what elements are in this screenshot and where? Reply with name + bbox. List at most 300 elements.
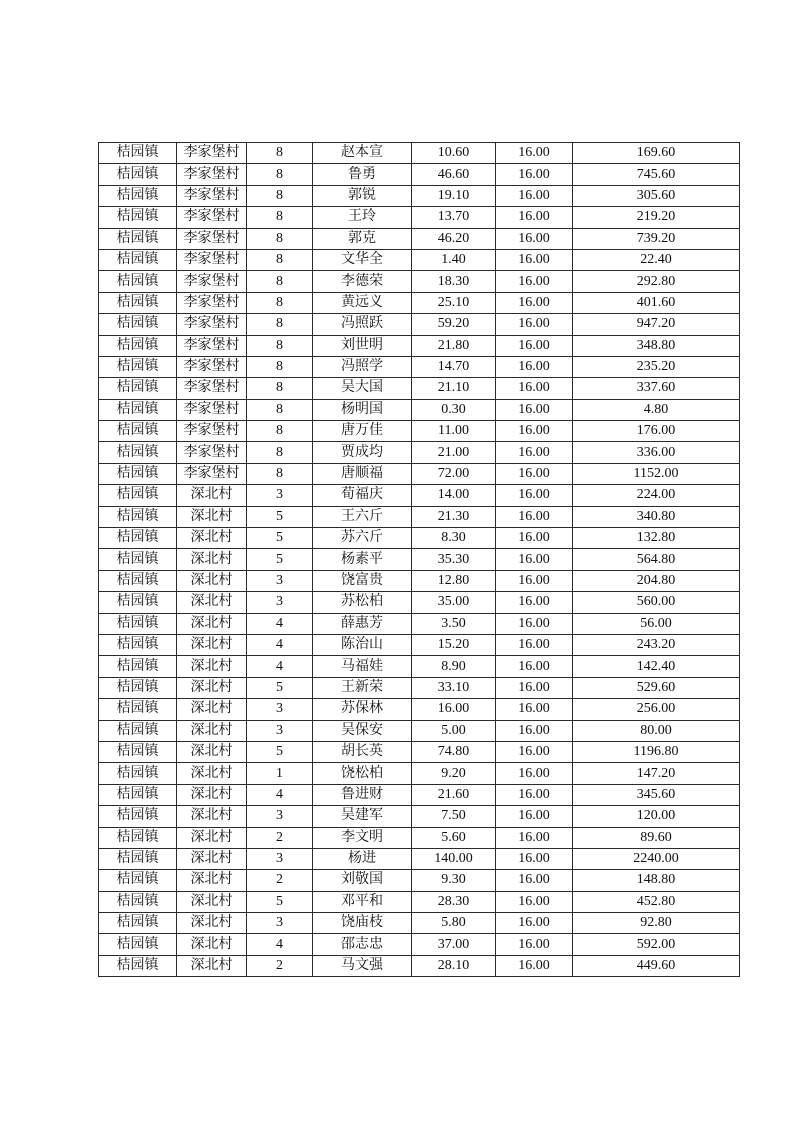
cell-group: 4 bbox=[247, 613, 313, 634]
cell-group: 8 bbox=[247, 185, 313, 206]
cell-town: 桔园镇 bbox=[99, 164, 177, 185]
cell-qty: 21.80 bbox=[412, 335, 496, 356]
cell-price: 16.00 bbox=[496, 699, 573, 720]
cell-village: 深北村 bbox=[177, 741, 247, 762]
cell-town: 桔园镇 bbox=[99, 570, 177, 591]
cell-qty: 19.10 bbox=[412, 185, 496, 206]
table-row bbox=[99, 356, 740, 377]
cell-amount: 169.60 bbox=[573, 143, 740, 164]
cell-name: 邓平和 bbox=[313, 891, 412, 912]
cell-amount: 148.80 bbox=[573, 870, 740, 891]
cell-group: 8 bbox=[247, 421, 313, 442]
cell-price: 16.00 bbox=[496, 955, 573, 976]
cell-price: 16.00 bbox=[496, 506, 573, 527]
cell-price: 16.00 bbox=[496, 442, 573, 463]
cell-amount: 256.00 bbox=[573, 699, 740, 720]
cell-town: 桔园镇 bbox=[99, 934, 177, 955]
cell-qty: 72.00 bbox=[412, 463, 496, 484]
cell-name: 王六斤 bbox=[313, 506, 412, 527]
cell-name: 赵本宣 bbox=[313, 143, 412, 164]
cell-group: 8 bbox=[247, 143, 313, 164]
cell-group: 8 bbox=[247, 292, 313, 313]
cell-price: 16.00 bbox=[496, 356, 573, 377]
cell-town: 桔园镇 bbox=[99, 143, 177, 164]
cell-price: 16.00 bbox=[496, 720, 573, 741]
cell-amount: 345.60 bbox=[573, 784, 740, 805]
cell-price: 16.00 bbox=[496, 570, 573, 591]
cell-qty: 28.10 bbox=[412, 955, 496, 976]
cell-qty: 18.30 bbox=[412, 271, 496, 292]
cell-name: 荀福庆 bbox=[313, 485, 412, 506]
cell-name: 刘世明 bbox=[313, 335, 412, 356]
cell-amount: 219.20 bbox=[573, 207, 740, 228]
table-row bbox=[99, 656, 740, 677]
cell-village: 李家堡村 bbox=[177, 463, 247, 484]
cell-village: 深北村 bbox=[177, 720, 247, 741]
cell-village: 深北村 bbox=[177, 848, 247, 869]
table-row bbox=[99, 784, 740, 805]
cell-group: 5 bbox=[247, 506, 313, 527]
cell-group: 8 bbox=[247, 378, 313, 399]
table-row bbox=[99, 143, 740, 164]
cell-price: 16.00 bbox=[496, 399, 573, 420]
table-row bbox=[99, 292, 740, 313]
cell-group: 5 bbox=[247, 549, 313, 570]
cell-town: 桔园镇 bbox=[99, 720, 177, 741]
cell-group: 8 bbox=[247, 249, 313, 270]
cell-village: 深北村 bbox=[177, 634, 247, 655]
cell-village: 深北村 bbox=[177, 506, 247, 527]
cell-town: 桔园镇 bbox=[99, 399, 177, 420]
table-row bbox=[99, 314, 740, 335]
cell-amount: 305.60 bbox=[573, 185, 740, 206]
table-row bbox=[99, 827, 740, 848]
cell-name: 苏松柏 bbox=[313, 592, 412, 613]
cell-qty: 0.30 bbox=[412, 399, 496, 420]
cell-group: 3 bbox=[247, 720, 313, 741]
cell-town: 桔园镇 bbox=[99, 185, 177, 206]
cell-price: 16.00 bbox=[496, 848, 573, 869]
table-row bbox=[99, 185, 740, 206]
table-row bbox=[99, 335, 740, 356]
cell-amount: 560.00 bbox=[573, 592, 740, 613]
cell-price: 16.00 bbox=[496, 164, 573, 185]
cell-name: 杨明国 bbox=[313, 399, 412, 420]
cell-group: 3 bbox=[247, 913, 313, 934]
cell-group: 5 bbox=[247, 891, 313, 912]
cell-amount: 529.60 bbox=[573, 677, 740, 698]
cell-town: 桔园镇 bbox=[99, 292, 177, 313]
table-row bbox=[99, 549, 740, 570]
cell-price: 16.00 bbox=[496, 143, 573, 164]
cell-name: 刘敬国 bbox=[313, 870, 412, 891]
cell-name: 饶松柏 bbox=[313, 763, 412, 784]
table-row bbox=[99, 806, 740, 827]
table-row bbox=[99, 570, 740, 591]
cell-qty: 74.80 bbox=[412, 741, 496, 762]
cell-amount: 132.80 bbox=[573, 528, 740, 549]
cell-price: 16.00 bbox=[496, 549, 573, 570]
cell-village: 深北村 bbox=[177, 827, 247, 848]
cell-amount: 592.00 bbox=[573, 934, 740, 955]
cell-amount: 336.00 bbox=[573, 442, 740, 463]
cell-group: 8 bbox=[247, 271, 313, 292]
cell-amount: 147.20 bbox=[573, 763, 740, 784]
cell-amount: 4.80 bbox=[573, 399, 740, 420]
cell-amount: 176.00 bbox=[573, 421, 740, 442]
cell-group: 4 bbox=[247, 934, 313, 955]
cell-amount: 89.60 bbox=[573, 827, 740, 848]
cell-price: 16.00 bbox=[496, 592, 573, 613]
cell-town: 桔园镇 bbox=[99, 528, 177, 549]
cell-price: 16.00 bbox=[496, 656, 573, 677]
cell-town: 桔园镇 bbox=[99, 356, 177, 377]
cell-name: 李德荣 bbox=[313, 271, 412, 292]
cell-amount: 449.60 bbox=[573, 955, 740, 976]
cell-amount: 739.20 bbox=[573, 228, 740, 249]
table-row bbox=[99, 249, 740, 270]
cell-name: 杨素平 bbox=[313, 549, 412, 570]
cell-town: 桔园镇 bbox=[99, 848, 177, 869]
table-row bbox=[99, 421, 740, 442]
cell-name: 李文明 bbox=[313, 827, 412, 848]
cell-qty: 9.20 bbox=[412, 763, 496, 784]
cell-town: 桔园镇 bbox=[99, 613, 177, 634]
cell-amount: 947.20 bbox=[573, 314, 740, 335]
cell-village: 李家堡村 bbox=[177, 314, 247, 335]
cell-group: 3 bbox=[247, 592, 313, 613]
cell-town: 桔园镇 bbox=[99, 271, 177, 292]
cell-qty: 21.60 bbox=[412, 784, 496, 805]
cell-price: 16.00 bbox=[496, 870, 573, 891]
table-row bbox=[99, 399, 740, 420]
cell-amount: 401.60 bbox=[573, 292, 740, 313]
cell-name: 王玲 bbox=[313, 207, 412, 228]
cell-price: 16.00 bbox=[496, 613, 573, 634]
cell-village: 李家堡村 bbox=[177, 143, 247, 164]
table-row bbox=[99, 741, 740, 762]
cell-price: 16.00 bbox=[496, 463, 573, 484]
cell-price: 16.00 bbox=[496, 934, 573, 955]
table-row bbox=[99, 164, 740, 185]
cell-village: 深北村 bbox=[177, 806, 247, 827]
cell-village: 深北村 bbox=[177, 763, 247, 784]
cell-price: 16.00 bbox=[496, 784, 573, 805]
cell-name: 胡长英 bbox=[313, 741, 412, 762]
cell-qty: 46.20 bbox=[412, 228, 496, 249]
cell-village: 李家堡村 bbox=[177, 228, 247, 249]
cell-town: 桔园镇 bbox=[99, 699, 177, 720]
cell-name: 鲁进财 bbox=[313, 784, 412, 805]
cell-amount: 348.80 bbox=[573, 335, 740, 356]
table-row bbox=[99, 592, 740, 613]
cell-qty: 11.00 bbox=[412, 421, 496, 442]
cell-qty: 33.10 bbox=[412, 677, 496, 698]
table-row bbox=[99, 228, 740, 249]
cell-price: 16.00 bbox=[496, 271, 573, 292]
cell-town: 桔园镇 bbox=[99, 806, 177, 827]
cell-name: 杨进 bbox=[313, 848, 412, 869]
cell-name: 黄远义 bbox=[313, 292, 412, 313]
cell-town: 桔园镇 bbox=[99, 314, 177, 335]
cell-amount: 745.60 bbox=[573, 164, 740, 185]
cell-amount: 564.80 bbox=[573, 549, 740, 570]
cell-qty: 15.20 bbox=[412, 634, 496, 655]
cell-village: 李家堡村 bbox=[177, 442, 247, 463]
cell-amount: 1196.80 bbox=[573, 741, 740, 762]
cell-qty: 5.80 bbox=[412, 913, 496, 934]
cell-group: 8 bbox=[247, 207, 313, 228]
cell-price: 16.00 bbox=[496, 421, 573, 442]
payment-roster-table bbox=[98, 142, 740, 977]
cell-name: 王新荣 bbox=[313, 677, 412, 698]
cell-price: 16.00 bbox=[496, 763, 573, 784]
cell-town: 桔园镇 bbox=[99, 421, 177, 442]
cell-amount: 80.00 bbox=[573, 720, 740, 741]
cell-group: 8 bbox=[247, 463, 313, 484]
cell-price: 16.00 bbox=[496, 292, 573, 313]
cell-town: 桔园镇 bbox=[99, 485, 177, 506]
cell-name: 唐万佳 bbox=[313, 421, 412, 442]
cell-village: 李家堡村 bbox=[177, 335, 247, 356]
cell-village: 深北村 bbox=[177, 891, 247, 912]
cell-village: 深北村 bbox=[177, 528, 247, 549]
cell-town: 桔园镇 bbox=[99, 249, 177, 270]
cell-amount: 292.80 bbox=[573, 271, 740, 292]
cell-qty: 9.30 bbox=[412, 870, 496, 891]
cell-name: 薛惠芳 bbox=[313, 613, 412, 634]
cell-town: 桔园镇 bbox=[99, 677, 177, 698]
table-row bbox=[99, 463, 740, 484]
cell-price: 16.00 bbox=[496, 335, 573, 356]
cell-name: 鲁勇 bbox=[313, 164, 412, 185]
cell-name: 苏保林 bbox=[313, 699, 412, 720]
cell-group: 8 bbox=[247, 399, 313, 420]
cell-amount: 452.80 bbox=[573, 891, 740, 912]
cell-qty: 1.40 bbox=[412, 249, 496, 270]
cell-price: 16.00 bbox=[496, 806, 573, 827]
cell-group: 8 bbox=[247, 335, 313, 356]
cell-village: 深北村 bbox=[177, 934, 247, 955]
cell-name: 饶庙枝 bbox=[313, 913, 412, 934]
cell-qty: 3.50 bbox=[412, 613, 496, 634]
cell-name: 吴大国 bbox=[313, 378, 412, 399]
cell-price: 16.00 bbox=[496, 741, 573, 762]
cell-amount: 1152.00 bbox=[573, 463, 740, 484]
cell-qty: 21.30 bbox=[412, 506, 496, 527]
cell-name: 陈治山 bbox=[313, 634, 412, 655]
cell-name: 冯照跃 bbox=[313, 314, 412, 335]
cell-town: 桔园镇 bbox=[99, 463, 177, 484]
cell-qty: 28.30 bbox=[412, 891, 496, 912]
cell-village: 深北村 bbox=[177, 549, 247, 570]
cell-amount: 142.40 bbox=[573, 656, 740, 677]
cell-group: 2 bbox=[247, 827, 313, 848]
cell-name: 吴建军 bbox=[313, 806, 412, 827]
cell-group: 3 bbox=[247, 699, 313, 720]
table-row bbox=[99, 613, 740, 634]
cell-village: 深北村 bbox=[177, 570, 247, 591]
cell-group: 2 bbox=[247, 955, 313, 976]
cell-town: 桔园镇 bbox=[99, 827, 177, 848]
cell-price: 16.00 bbox=[496, 378, 573, 399]
cell-name: 唐顺福 bbox=[313, 463, 412, 484]
cell-qty: 12.80 bbox=[412, 570, 496, 591]
cell-name: 饶富贵 bbox=[313, 570, 412, 591]
cell-town: 桔园镇 bbox=[99, 442, 177, 463]
cell-name: 吴保安 bbox=[313, 720, 412, 741]
cell-group: 3 bbox=[247, 806, 313, 827]
cell-amount: 120.00 bbox=[573, 806, 740, 827]
table-body bbox=[99, 143, 740, 977]
cell-group: 3 bbox=[247, 485, 313, 506]
cell-group: 8 bbox=[247, 228, 313, 249]
cell-price: 16.00 bbox=[496, 207, 573, 228]
cell-town: 桔园镇 bbox=[99, 784, 177, 805]
cell-amount: 204.80 bbox=[573, 570, 740, 591]
cell-name: 贾成均 bbox=[313, 442, 412, 463]
cell-price: 16.00 bbox=[496, 891, 573, 912]
cell-name: 郭克 bbox=[313, 228, 412, 249]
cell-amount: 2240.00 bbox=[573, 848, 740, 869]
cell-name: 马文强 bbox=[313, 955, 412, 976]
cell-group: 8 bbox=[247, 314, 313, 335]
table-row bbox=[99, 848, 740, 869]
cell-amount: 224.00 bbox=[573, 485, 740, 506]
cell-town: 桔园镇 bbox=[99, 378, 177, 399]
cell-qty: 8.30 bbox=[412, 528, 496, 549]
cell-qty: 10.60 bbox=[412, 143, 496, 164]
cell-price: 16.00 bbox=[496, 228, 573, 249]
cell-town: 桔园镇 bbox=[99, 870, 177, 891]
cell-village: 李家堡村 bbox=[177, 164, 247, 185]
cell-town: 桔园镇 bbox=[99, 634, 177, 655]
cell-group: 8 bbox=[247, 442, 313, 463]
table-row bbox=[99, 677, 740, 698]
cell-village: 深北村 bbox=[177, 485, 247, 506]
cell-qty: 25.10 bbox=[412, 292, 496, 313]
cell-town: 桔园镇 bbox=[99, 592, 177, 613]
cell-amount: 340.80 bbox=[573, 506, 740, 527]
cell-amount: 22.40 bbox=[573, 249, 740, 270]
table-row bbox=[99, 870, 740, 891]
cell-group: 4 bbox=[247, 784, 313, 805]
cell-qty: 21.00 bbox=[412, 442, 496, 463]
cell-price: 16.00 bbox=[496, 185, 573, 206]
cell-town: 桔园镇 bbox=[99, 741, 177, 762]
cell-town: 桔园镇 bbox=[99, 913, 177, 934]
cell-group: 4 bbox=[247, 656, 313, 677]
table-row bbox=[99, 378, 740, 399]
table-row bbox=[99, 955, 740, 976]
cell-price: 16.00 bbox=[496, 249, 573, 270]
cell-price: 16.00 bbox=[496, 913, 573, 934]
cell-price: 16.00 bbox=[496, 677, 573, 698]
cell-village: 深北村 bbox=[177, 613, 247, 634]
cell-qty: 5.60 bbox=[412, 827, 496, 848]
cell-group: 2 bbox=[247, 870, 313, 891]
cell-qty: 37.00 bbox=[412, 934, 496, 955]
cell-qty: 59.20 bbox=[412, 314, 496, 335]
cell-price: 16.00 bbox=[496, 827, 573, 848]
cell-price: 16.00 bbox=[496, 314, 573, 335]
cell-name: 马福娃 bbox=[313, 656, 412, 677]
cell-amount: 235.20 bbox=[573, 356, 740, 377]
cell-town: 桔园镇 bbox=[99, 763, 177, 784]
cell-amount: 56.00 bbox=[573, 613, 740, 634]
cell-village: 深北村 bbox=[177, 870, 247, 891]
cell-village: 深北村 bbox=[177, 677, 247, 698]
cell-name: 文华全 bbox=[313, 249, 412, 270]
table-row bbox=[99, 442, 740, 463]
cell-village: 深北村 bbox=[177, 784, 247, 805]
cell-price: 16.00 bbox=[496, 634, 573, 655]
cell-group: 8 bbox=[247, 164, 313, 185]
cell-group: 5 bbox=[247, 677, 313, 698]
cell-village: 李家堡村 bbox=[177, 185, 247, 206]
cell-qty: 5.00 bbox=[412, 720, 496, 741]
cell-group: 5 bbox=[247, 528, 313, 549]
cell-name: 邵志忠 bbox=[313, 934, 412, 955]
cell-qty: 35.30 bbox=[412, 549, 496, 570]
cell-amount: 337.60 bbox=[573, 378, 740, 399]
table-row bbox=[99, 485, 740, 506]
cell-town: 桔园镇 bbox=[99, 506, 177, 527]
cell-town: 桔园镇 bbox=[99, 335, 177, 356]
cell-town: 桔园镇 bbox=[99, 207, 177, 228]
cell-town: 桔园镇 bbox=[99, 549, 177, 570]
table-row bbox=[99, 934, 740, 955]
cell-village: 深北村 bbox=[177, 699, 247, 720]
table-row bbox=[99, 699, 740, 720]
cell-name: 苏六斤 bbox=[313, 528, 412, 549]
cell-village: 深北村 bbox=[177, 592, 247, 613]
cell-qty: 14.00 bbox=[412, 485, 496, 506]
cell-village: 深北村 bbox=[177, 656, 247, 677]
cell-village: 李家堡村 bbox=[177, 399, 247, 420]
cell-village: 李家堡村 bbox=[177, 292, 247, 313]
cell-qty: 7.50 bbox=[412, 806, 496, 827]
cell-town: 桔园镇 bbox=[99, 228, 177, 249]
cell-qty: 46.60 bbox=[412, 164, 496, 185]
cell-village: 李家堡村 bbox=[177, 421, 247, 442]
cell-name: 冯照学 bbox=[313, 356, 412, 377]
cell-village: 李家堡村 bbox=[177, 271, 247, 292]
cell-village: 李家堡村 bbox=[177, 378, 247, 399]
cell-qty: 21.10 bbox=[412, 378, 496, 399]
cell-group: 3 bbox=[247, 848, 313, 869]
table-row bbox=[99, 891, 740, 912]
cell-group: 8 bbox=[247, 356, 313, 377]
cell-qty: 14.70 bbox=[412, 356, 496, 377]
cell-village: 李家堡村 bbox=[177, 249, 247, 270]
cell-price: 16.00 bbox=[496, 485, 573, 506]
cell-village: 深北村 bbox=[177, 955, 247, 976]
cell-village: 深北村 bbox=[177, 913, 247, 934]
cell-group: 5 bbox=[247, 741, 313, 762]
table-row bbox=[99, 913, 740, 934]
cell-qty: 140.00 bbox=[412, 848, 496, 869]
table-row bbox=[99, 271, 740, 292]
cell-town: 桔园镇 bbox=[99, 955, 177, 976]
cell-amount: 243.20 bbox=[573, 634, 740, 655]
table-row bbox=[99, 763, 740, 784]
table-row bbox=[99, 506, 740, 527]
cell-town: 桔园镇 bbox=[99, 656, 177, 677]
cell-town: 桔园镇 bbox=[99, 891, 177, 912]
table-row bbox=[99, 634, 740, 655]
cell-qty: 8.90 bbox=[412, 656, 496, 677]
